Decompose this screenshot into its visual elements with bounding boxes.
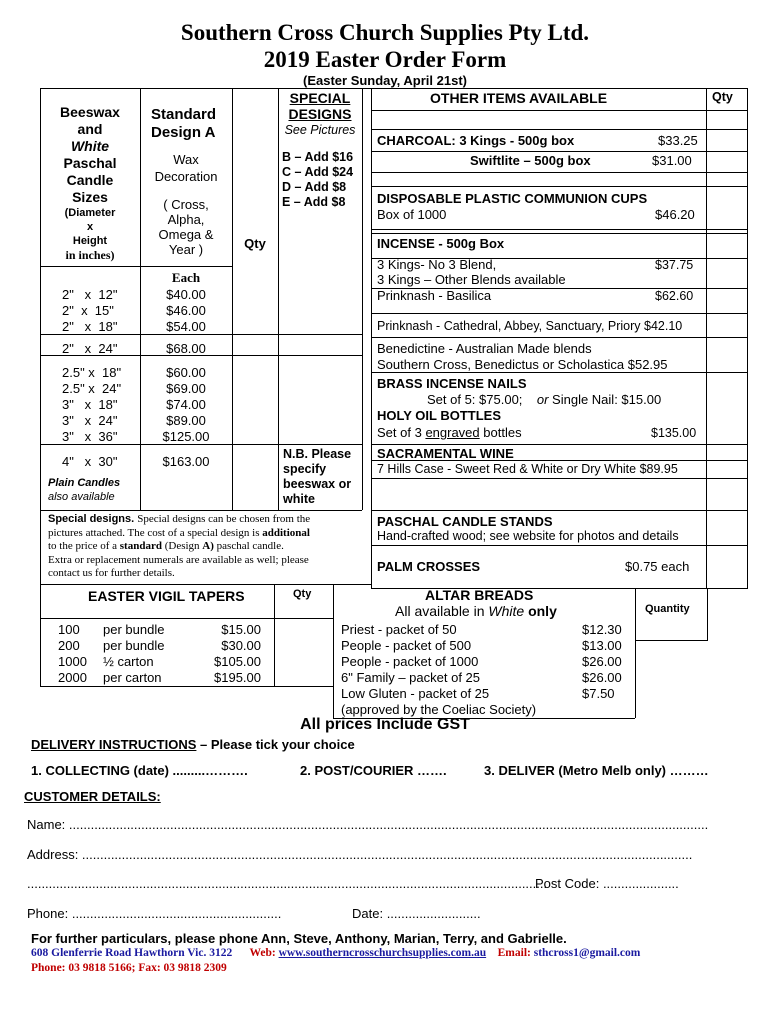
wine-title: SACRAMENTAL WINE [377, 446, 514, 461]
standard-design-heading [151, 106, 216, 142]
bread-name: 6" Family – packet of 25 [341, 670, 481, 685]
candle-qty-input-group-3[interactable] [234, 357, 276, 443]
street-address: 608 Glenferrie Road Hawthorn Vic. 3122 [31, 947, 233, 959]
breads-quantity-heading: Quantity [645, 603, 690, 615]
name-field[interactable] [27, 817, 709, 832]
special-note-text: pictures attached. The cost of a special design is [48, 526, 260, 539]
bread-name: Low Gluten - packet of 25 [341, 686, 490, 701]
dot-leader: .......................... [386, 906, 481, 921]
form-subtitle: (Easter Sunday, April 21st) [303, 73, 467, 88]
stands-title: PASCHAL CANDLE STANDS [377, 514, 553, 529]
taper-price: $30.00 [221, 638, 261, 653]
label-line: Wax [173, 152, 199, 167]
heading-line: and [77, 121, 103, 137]
candle-size-subheading [40, 206, 140, 262]
special-note-label: Special designs. [48, 513, 135, 525]
candle-size: 2" x 15" [62, 303, 114, 318]
note-line: specify [283, 462, 327, 476]
taper-qty: 1000 [58, 654, 87, 669]
addon-item: B – Add $16 [282, 150, 354, 164]
candle-size: 2" x 18" [62, 319, 118, 334]
postcode-field[interactable] [535, 876, 695, 891]
special-note-text: contact us for further details. [48, 567, 175, 579]
label-line: Year ) [168, 242, 204, 257]
candle-price: $68.00 [166, 341, 206, 356]
wax-decoration-label [140, 151, 232, 185]
special-note-text: to the price of a [48, 540, 118, 552]
particulars-line: For further particulars, please phone Ann, Steve, Anthony, Marian, Terry, and Gabrielle. [31, 931, 567, 946]
candle-size: 4" x 30" [62, 454, 118, 469]
candle-qty-heading: Qty [244, 236, 266, 251]
delivery-heading: DELIVERY INSTRUCTIONS [31, 737, 197, 752]
addon-item: C – Add $24 [282, 165, 354, 179]
taper-unit: per carton [103, 670, 162, 685]
tapers-qty-input[interactable] [276, 620, 332, 684]
oil-text: bottles [483, 425, 522, 440]
bread-name: People - packet of 1000 [341, 654, 479, 669]
bread-price: $26.00 [582, 654, 622, 669]
taper-unit: per bundle [103, 622, 165, 637]
oil-engraved: engraved [425, 425, 480, 440]
subheading-line: in inches) [65, 248, 115, 262]
taper-price: $15.00 [221, 622, 261, 637]
incense-item: 3 Kings- No 3 Blend, [377, 257, 497, 272]
candle-size: 3" x 36" [62, 429, 118, 444]
breads-name-list [341, 622, 536, 718]
incense-price: $37.75 [655, 258, 694, 272]
benedictine-item: Southern Cross, Benedictus or Scholastica $52.95 [377, 357, 668, 372]
heading-line: Beeswax [60, 104, 120, 120]
nails-title: BRASS INCENSE NAILS [377, 376, 527, 391]
subheading-line: Height [72, 235, 108, 247]
heading-line: White [70, 138, 110, 154]
dot-leader: ................................................................................................................................................................................. [68, 817, 709, 832]
note-line: white [283, 492, 315, 506]
candle-size-heading [40, 104, 140, 206]
bread-name: Priest - packet of 50 [341, 622, 457, 637]
see-pictures-label: See Pictures [284, 123, 356, 137]
phone-field[interactable] [27, 906, 312, 921]
candle-price: $163.00 [162, 454, 210, 469]
address-line-2[interactable] [27, 876, 548, 891]
nb-note [283, 447, 351, 507]
candle-price: $125.00 [162, 429, 210, 444]
candle-size: 2" x 12" [62, 287, 118, 302]
addon-item: E – Add $8 [282, 195, 346, 209]
cups-price: $46.20 [655, 207, 695, 222]
bread-price: $26.00 [582, 670, 622, 685]
nails-single: Single Nail: $15.00 [552, 392, 662, 407]
candle-size: 2.5" x 24" [62, 381, 122, 396]
candle-size: 3" x 18" [62, 397, 118, 412]
cups-title: DISPOSABLE PLASTIC COMMUNION CUPS [377, 191, 648, 206]
candle-price: $74.00 [166, 397, 206, 412]
special-note-emphasis: standard [119, 540, 162, 552]
heading-line: DESIGNS [288, 106, 352, 122]
bread-name: People - packet of 500 [341, 638, 472, 653]
tapers-unit-list [103, 622, 164, 686]
incense-price: $62.60 [655, 289, 694, 303]
charcoal-title: CHARCOAL: 3 Kings - 500g box [377, 133, 575, 148]
customer-details-heading: CUSTOMER DETAILS: [24, 789, 161, 804]
address-label: Address: [27, 847, 82, 862]
wine-item: 7 Hills Case - Sweet Red & White or Dry White $89.95 [377, 462, 678, 476]
label-line: Decoration [154, 169, 218, 184]
cross-alpha-label [140, 197, 232, 257]
phone-fax-line: Phone: 03 9818 5166; Fax: 03 9818 2309 [31, 962, 227, 974]
tapers-price-list [195, 622, 261, 686]
special-note-text: Special designs can be chosen from the [137, 513, 311, 525]
dot-leader: ......................................................................................................................................................................... [81, 847, 693, 862]
incense-item: Prinknash - Basilica [377, 288, 492, 303]
delivery-tail: – Please tick your choice [200, 737, 355, 752]
subheading-line: (Diameter [64, 207, 116, 219]
email-address[interactable]: sthcross1@gmail.com [533, 947, 641, 959]
bread-price: $13.00 [582, 638, 622, 653]
cups-item: Box of 1000 [377, 207, 447, 222]
heading-line: Sizes [72, 189, 108, 205]
swiftlite-item: Swiftlite – 500g box [470, 153, 591, 168]
taper-qty: 2000 [58, 670, 87, 685]
palm-price: $0.75 each [625, 559, 690, 574]
delivery-option-deliver[interactable]: 3. DELIVER (Metro Melb only) ……… [484, 763, 709, 778]
taper-unit: ½ carton [103, 654, 154, 669]
charcoal-price: $33.25 [658, 133, 698, 148]
candle-size: 2" x 24" [62, 341, 118, 356]
dot-leader: .......................................................... [71, 906, 282, 921]
note-line: beeswax or [283, 477, 352, 491]
taper-price: $195.00 [214, 670, 261, 685]
nails-set: Set of 5: $75.00; [427, 392, 523, 407]
company-name: Southern Cross Church Supplies Pty Ltd. [180, 20, 590, 45]
note-line: N.B. Please [283, 447, 352, 461]
candle-qty-input-group-4[interactable] [234, 446, 276, 508]
breads-sub-white: White [488, 603, 525, 619]
other-items-qty-heading: Qty [712, 90, 733, 104]
oil-title: HOLY OIL BOTTLES [377, 408, 502, 423]
label-line: Alpha, [167, 212, 205, 227]
breads-qty-input[interactable] [637, 642, 747, 716]
gst-notice: All prices Include GST [300, 716, 470, 733]
dot-leader: ................................................................................................................................................ [27, 876, 548, 891]
stands-item: Hand-crafted wood; see website for photos and details [377, 529, 679, 543]
contact-line [31, 947, 640, 959]
candle-price-list [140, 287, 232, 470]
web-label: Web: [249, 947, 276, 959]
nails-item [427, 392, 661, 407]
candle-qty-input-group-2[interactable] [234, 336, 276, 354]
delivery-instructions [31, 737, 355, 752]
address-field[interactable] [27, 847, 693, 862]
candle-price: $54.00 [166, 319, 206, 334]
special-note-emphasis: additional [262, 526, 310, 539]
special-note-emphasis: A) [202, 540, 214, 552]
oil-text: Set of 3 [377, 425, 422, 440]
candle-size: 2.5" x 18" [62, 365, 122, 380]
phone-label: Phone: [27, 906, 72, 921]
bread-price: $12.30 [582, 622, 622, 637]
incense-item: 3 Kings – Other Blends available [377, 272, 566, 287]
other-items-heading: OTHER ITEMS AVAILABLE [430, 90, 608, 106]
nails-or: or [536, 392, 549, 407]
heading-line: Paschal [63, 155, 117, 171]
taper-qty: 100 [58, 622, 80, 637]
label-line: ( Cross, [163, 197, 209, 212]
taper-qty: 200 [58, 638, 80, 653]
plain-candles-label: Plain Candles [48, 477, 121, 489]
delivery-option-collecting[interactable]: 1. COLLECTING (date) .........………. [31, 763, 248, 778]
palm-title: PALM CROSSES [377, 559, 481, 574]
candle-price: $69.00 [166, 381, 206, 396]
candle-qty-input-group-1[interactable] [234, 287, 276, 333]
swiftlite-price: $31.00 [652, 153, 692, 168]
candle-size-list [62, 287, 140, 470]
breads-subheading [395, 603, 557, 619]
other-items-qty-column[interactable] [708, 111, 746, 586]
delivery-option-post[interactable]: 2. POST/COURIER ……. [300, 763, 447, 778]
taper-unit: per bundle [103, 638, 165, 653]
also-available-label: also available [48, 491, 115, 503]
date-label: Date: [352, 906, 387, 921]
dot-leader: ..................... [602, 876, 679, 891]
candle-price: $60.00 [166, 365, 206, 380]
incense-title: INCENSE - 500g Box [377, 236, 505, 251]
special-designs-heading [278, 90, 362, 122]
candle-price: $89.00 [166, 413, 206, 428]
heading-line: Standard [151, 106, 217, 123]
email-label: Email: [497, 947, 531, 959]
special-note-text: Extra or replacement numerals are available as well; please [48, 553, 309, 566]
form-title: 2019 Easter Order Form [263, 47, 507, 72]
each-label: Each [171, 270, 201, 285]
special-note-text: (Design [164, 540, 200, 552]
bread-price: $7.50 [582, 686, 615, 701]
tapers-qty-heading: Qty [293, 588, 312, 600]
name-label: Name: [27, 817, 69, 832]
oil-price: $135.00 [651, 426, 697, 440]
benedictine-item: Benedictine - Australian Made blends [377, 341, 592, 356]
date-field[interactable] [352, 906, 502, 921]
taper-price: $105.00 [214, 654, 261, 669]
breads-sub-text: All available in [395, 603, 485, 619]
special-addons-list [282, 150, 353, 210]
breads-sub-only: only [528, 603, 557, 619]
addon-item: D – Add $8 [282, 180, 347, 194]
tapers-qty-list [58, 622, 87, 686]
bread-note: (approved by the Coeliac Society) [341, 702, 537, 717]
special-note-text: paschal candle. [216, 540, 284, 552]
heading-line: Candle [66, 172, 114, 188]
candle-price: $46.00 [166, 303, 206, 318]
incense-item: Prinknash - Cathedral, Abbey, Sanctuary, Priory $42.10 [377, 319, 683, 333]
breads-heading: ALTAR BREADS [425, 587, 534, 603]
candle-size: 3" x 24" [62, 413, 118, 428]
postcode-label: Post Code: [535, 876, 603, 891]
label-line: Omega & [158, 227, 214, 242]
oil-item [377, 425, 522, 440]
website-link[interactable]: www.southerncrosschurchsupplies.com.au [278, 947, 487, 959]
subheading-line: x [86, 221, 94, 233]
heading-line: SPECIAL [289, 90, 351, 106]
breads-price-list [582, 622, 622, 702]
heading-line: Design A [151, 124, 216, 141]
special-designs-note [48, 513, 366, 581]
tapers-heading: EASTER VIGIL TAPERS [88, 588, 245, 604]
candle-price: $40.00 [166, 287, 206, 302]
